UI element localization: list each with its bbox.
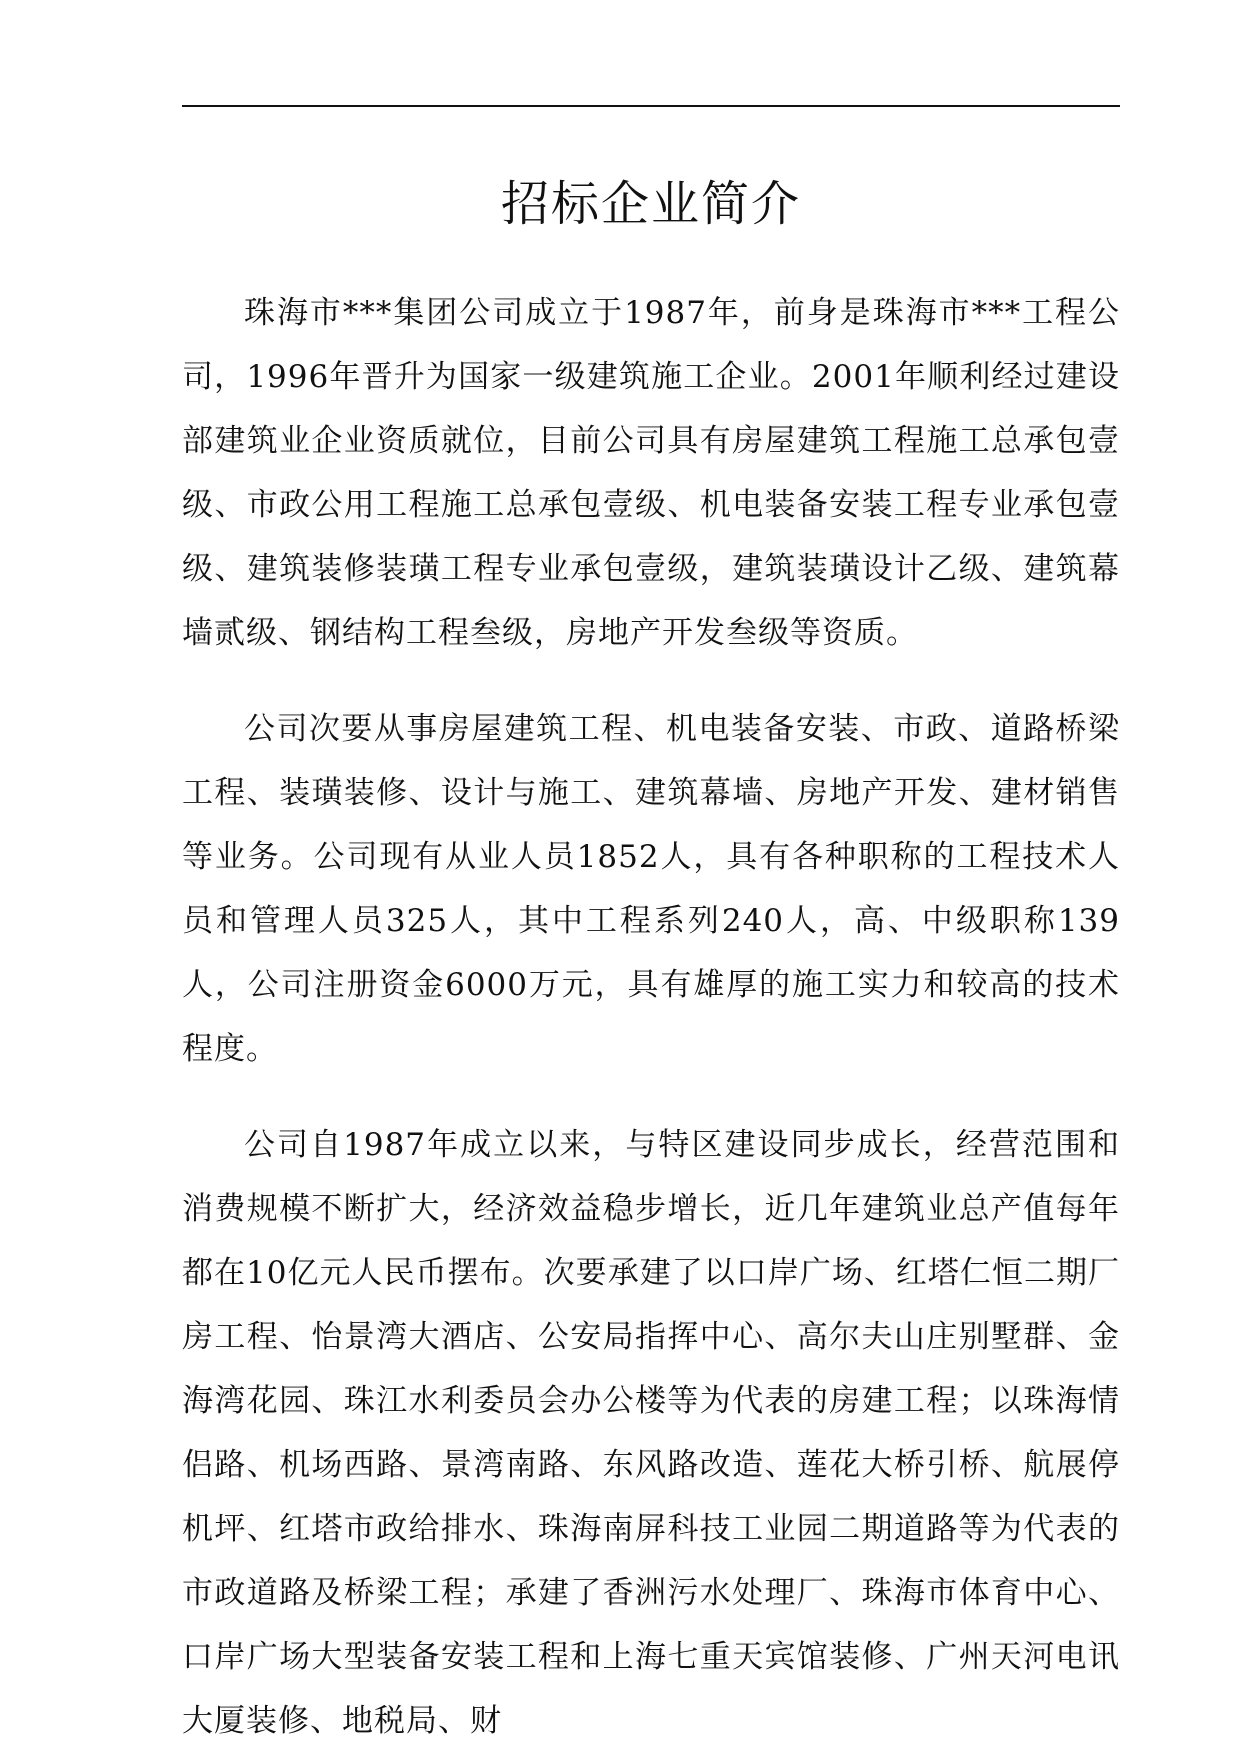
header-rule xyxy=(182,105,1120,107)
paragraph-major-projects: 公司自1987年成立以来，与特区建设同步成长，经营范围和消费规模不断扩大，经济效益稳步增长，近几年建筑业总产值每年都在10亿元人民币摆布。次要承建了以口岸广场、红塔仁恒二期厂房工程、怡景湾大酒店、公安局指挥中心、高尔夫山庄别墅群、金海湾花园、珠江水利委员会办公楼等为代表的房建工程；以珠海情侣路、机场西路、景湾南路、东风路改造、莲花大桥引桥、航展停机坪、红塔市政给排水、珠海南屏科技工业园二期道路等为代表的市政道路及桥梁工程；承建了香洲污水处理厂、珠海市体育中心、口岸广场大型装备安装工程和上海七重天宾馆装修、广州天河电讯大厦装修、地税局、财 xyxy=(182,1127,1120,1739)
paragraph-company-history: 珠海市***集团公司成立于1987年，前身是珠海市***工程公司，1996年晋升为国家一级建筑施工企业。2001年顺利经过建设部建筑业企业资质就位，目前公司具有房屋建筑工程施工总承包壹级、市政公用工程施工总承包壹级、机电装备安装工程专业承包壹级、建筑装修装璜工程专业承包壹级，建筑装璜设计乙级、建筑幕墙贰级、钢结构工程叁级，房地产开发叁级等资质。 xyxy=(182,295,1120,651)
document-body xyxy=(182,281,1120,1753)
page-title: 招标企业简介 xyxy=(500,176,801,232)
paragraph-business-scope: 公司次要从事房屋建筑工程、机电装备安装、市政、道路桥梁工程、装璜装修、设计与施工、建筑幕墙、房地产开发、建材销售等业务。公司现有从业人员1852人，具有各种职称的工程技术人员和管理人员325人，其中工程系列240人，高、中级职称139人，公司注册资金6000万元，具有雄厚的施工实力和较高的技术程度。 xyxy=(182,711,1120,1067)
